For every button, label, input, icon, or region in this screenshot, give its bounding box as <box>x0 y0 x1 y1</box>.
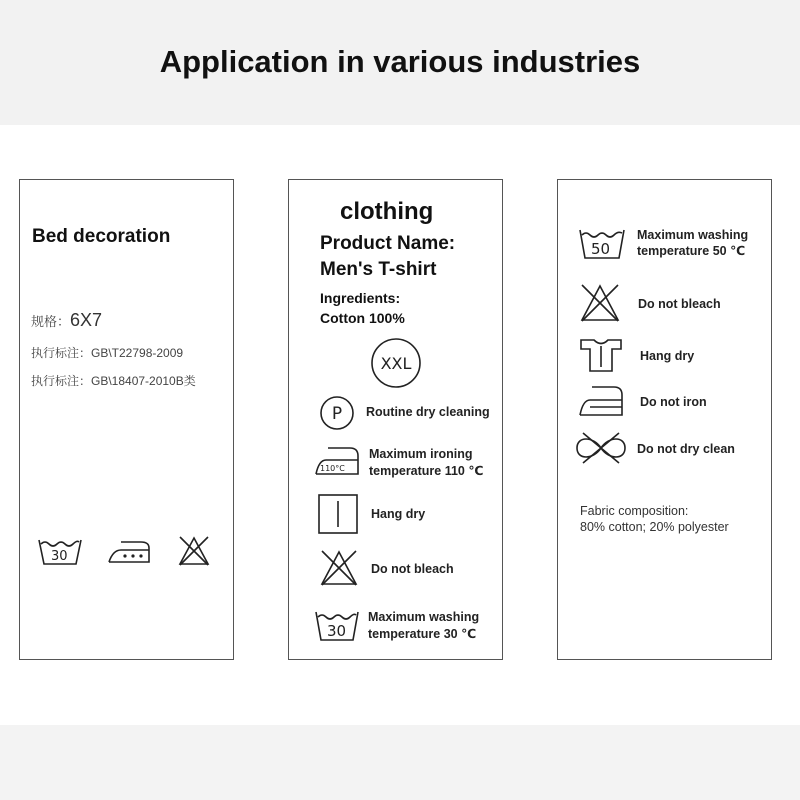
iron-110-icon <box>314 446 360 476</box>
size-label-text: 规格： <box>31 314 71 329</box>
product-name-value: Men's T-shirt <box>320 259 437 280</box>
dry-clean-p-icon <box>319 395 355 431</box>
care-text-no-dry-clean: Do not dry clean <box>637 442 735 456</box>
footer-band <box>0 725 800 800</box>
do-not-dry-clean-icon <box>573 430 629 466</box>
iron-icon <box>107 540 151 564</box>
do-not-iron-icon <box>578 385 624 417</box>
page-title: Application in various industries <box>159 44 641 79</box>
ingredients-label: Ingredients: <box>320 290 401 306</box>
standard-line-2: 执行标注：GB\18407-2010B类 <box>31 374 196 388</box>
care-text-dry-clean: Routine dry cleaning <box>366 405 490 419</box>
care-text-washing-temp: temperature 30 ℃ <box>368 627 477 641</box>
product-name-label: Product Name: <box>320 233 456 254</box>
wash-30-icon <box>38 536 83 566</box>
wash-temp-30: 30 <box>51 549 68 564</box>
size-xxl-icon <box>370 337 422 389</box>
wash-temp-symbol: 50 <box>591 240 611 258</box>
care-text-no-bleach: Do not bleach <box>638 297 721 311</box>
fabric-composition-value: 80% cotton; 20% polyester <box>580 520 729 534</box>
care-text-ironing-temp: temperature 110 ℃ <box>369 464 484 478</box>
standard-line-1: 执行标注：GB\T22798-2009 <box>31 346 184 360</box>
care-text-washing-temp: temperature 50 ℃ <box>637 244 746 258</box>
wash-50-icon <box>579 226 625 260</box>
care-text-hang-dry: Hang dry <box>371 507 426 521</box>
care-text-washing: Maximum washing <box>637 228 749 242</box>
size-label <box>31 310 102 331</box>
do-not-bleach-icon <box>320 549 358 587</box>
fabric-composition-label: Fabric composition: <box>580 504 689 518</box>
do-not-bleach-icon <box>580 283 620 323</box>
size-value: 6X7 <box>70 310 103 330</box>
ingredients-value: Cotton 100% <box>320 310 405 326</box>
wash-30-icon <box>315 608 359 642</box>
size-value: XXL <box>380 354 412 373</box>
care-text-no-bleach: Do not bleach <box>371 562 454 576</box>
label-tag-bed-decoration <box>19 179 234 660</box>
clothing-category: clothing <box>340 198 434 225</box>
wash-temp-symbol: 30 <box>327 622 347 640</box>
iron-temp-symbol: 110°C <box>320 464 345 473</box>
bed-decoration-title: Bed decoration <box>32 226 171 247</box>
care-text-ironing: Maximum ironing <box>369 447 473 461</box>
hang-dry-icon <box>318 494 358 534</box>
do-not-bleach-icon <box>178 535 210 567</box>
dry-clean-symbol: P <box>331 404 343 424</box>
care-text-washing: Maximum washing <box>368 610 480 624</box>
care-text-no-iron: Do not iron <box>640 395 707 409</box>
care-text-hang-dry: Hang dry <box>640 349 695 363</box>
hang-dry-shirt-icon <box>580 337 622 373</box>
